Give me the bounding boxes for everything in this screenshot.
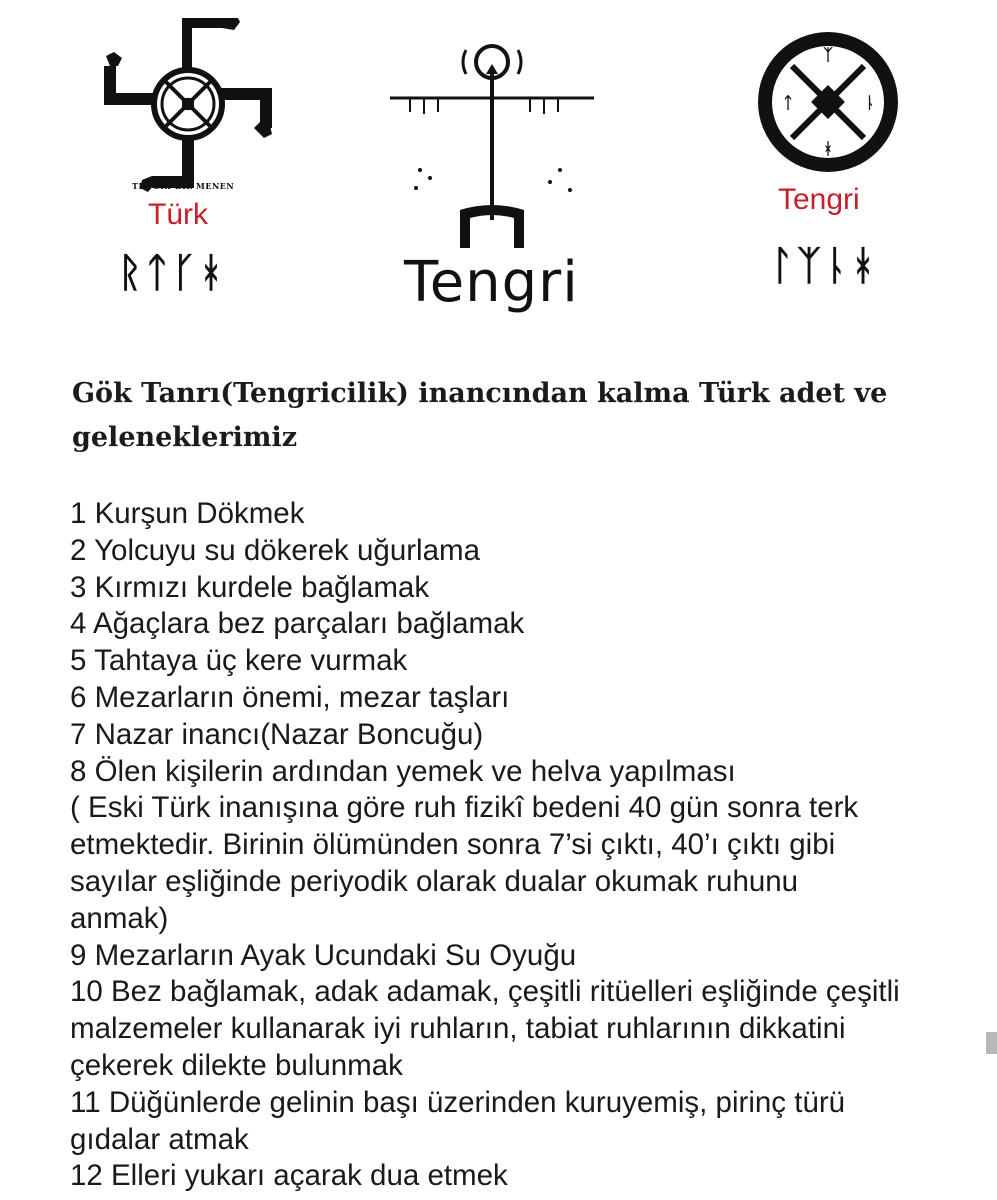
traditions-list: [70, 496, 970, 1195]
list-line: 11 Düğünlerde gelinin başı üzerinden kuruyemiş, pirinç türü: [70, 1085, 846, 1119]
list-line: anmak): [70, 901, 169, 935]
list-line: 9 Mezarların Ayak Ucundaki Su Oyuğu: [70, 938, 577, 972]
cut-off-next-line: [70, 1192, 930, 1200]
svg-text:ᛉ: ᛉ: [823, 45, 833, 64]
scroll-indicator: [986, 1032, 997, 1054]
list-line: 10 Bez bağlamak, adak adamak, çeşitli ritüelleri eşliğinde çeşitli: [70, 975, 900, 1009]
turk-caption: Türk: [148, 198, 208, 231]
list-line: 6 Mezarların önemi, mezar taşları: [70, 680, 510, 714]
list-line: 1 Kurşun Dökmek: [70, 497, 305, 530]
list-line: çekerek dilekte bulunmak: [70, 1048, 403, 1082]
list-line: gıdalar atmak: [70, 1122, 249, 1156]
heading-line-1: Gök Tanrı(Tengricilik) inancından kalma Türk adet ve: [72, 378, 888, 409]
list-line: sayılar eşliğinde periyodik olarak dualar okumak ruhunu: [70, 864, 799, 898]
list-line: 5 Tahtaya üç kere vurmak: [70, 644, 408, 678]
list-line: 2 Yolcuyu su dökerek uğurlama: [70, 533, 480, 567]
svg-text:ᚿ: ᚿ: [865, 93, 875, 112]
tengri-stylized-caption: Tengri: [404, 250, 579, 315]
heading-line-2: geleneklerimiz: [72, 422, 298, 453]
page-heading: [72, 372, 952, 460]
tengri-caption: Tengri: [778, 183, 860, 216]
svg-text:ᛏ: ᛏ: [783, 93, 793, 112]
list-line: 3 Kırmızı kurdele bağlamak: [70, 570, 430, 604]
svg-text:ᚼ: ᚼ: [823, 139, 833, 158]
list-line: malzemeler kullanarak iyi ruhların, tabiat ruhlarının dikkatini: [70, 1012, 846, 1046]
emblem-tiny-caption: TENGRI BIZ MENEN: [132, 181, 235, 191]
list-line: 12 Elleri yukarı açarak dua etmek: [70, 1159, 508, 1193]
tengri-runic-text: ᛚᛉᚿᚼ: [770, 243, 878, 289]
list-line: 7 Nazar inancı(Nazar Boncuğu): [70, 717, 484, 751]
list-line: etmektedir. Birinin ölümünden sonra 7’si çıktı, 40’ı çıktı gibi: [70, 828, 836, 862]
list-line: 4 Ağaçlara bez parçaları bağlamak: [70, 607, 525, 641]
list-line: ( Eski Türk inanışına göre ruh fizikî bedeni 40 gün sonra terk: [70, 791, 859, 825]
list-line: 8 Ölen kişilerin ardından yemek ve helva yapılması: [70, 754, 736, 788]
turk-runic-text: ᚱᛏᚴᚼ: [118, 250, 226, 296]
